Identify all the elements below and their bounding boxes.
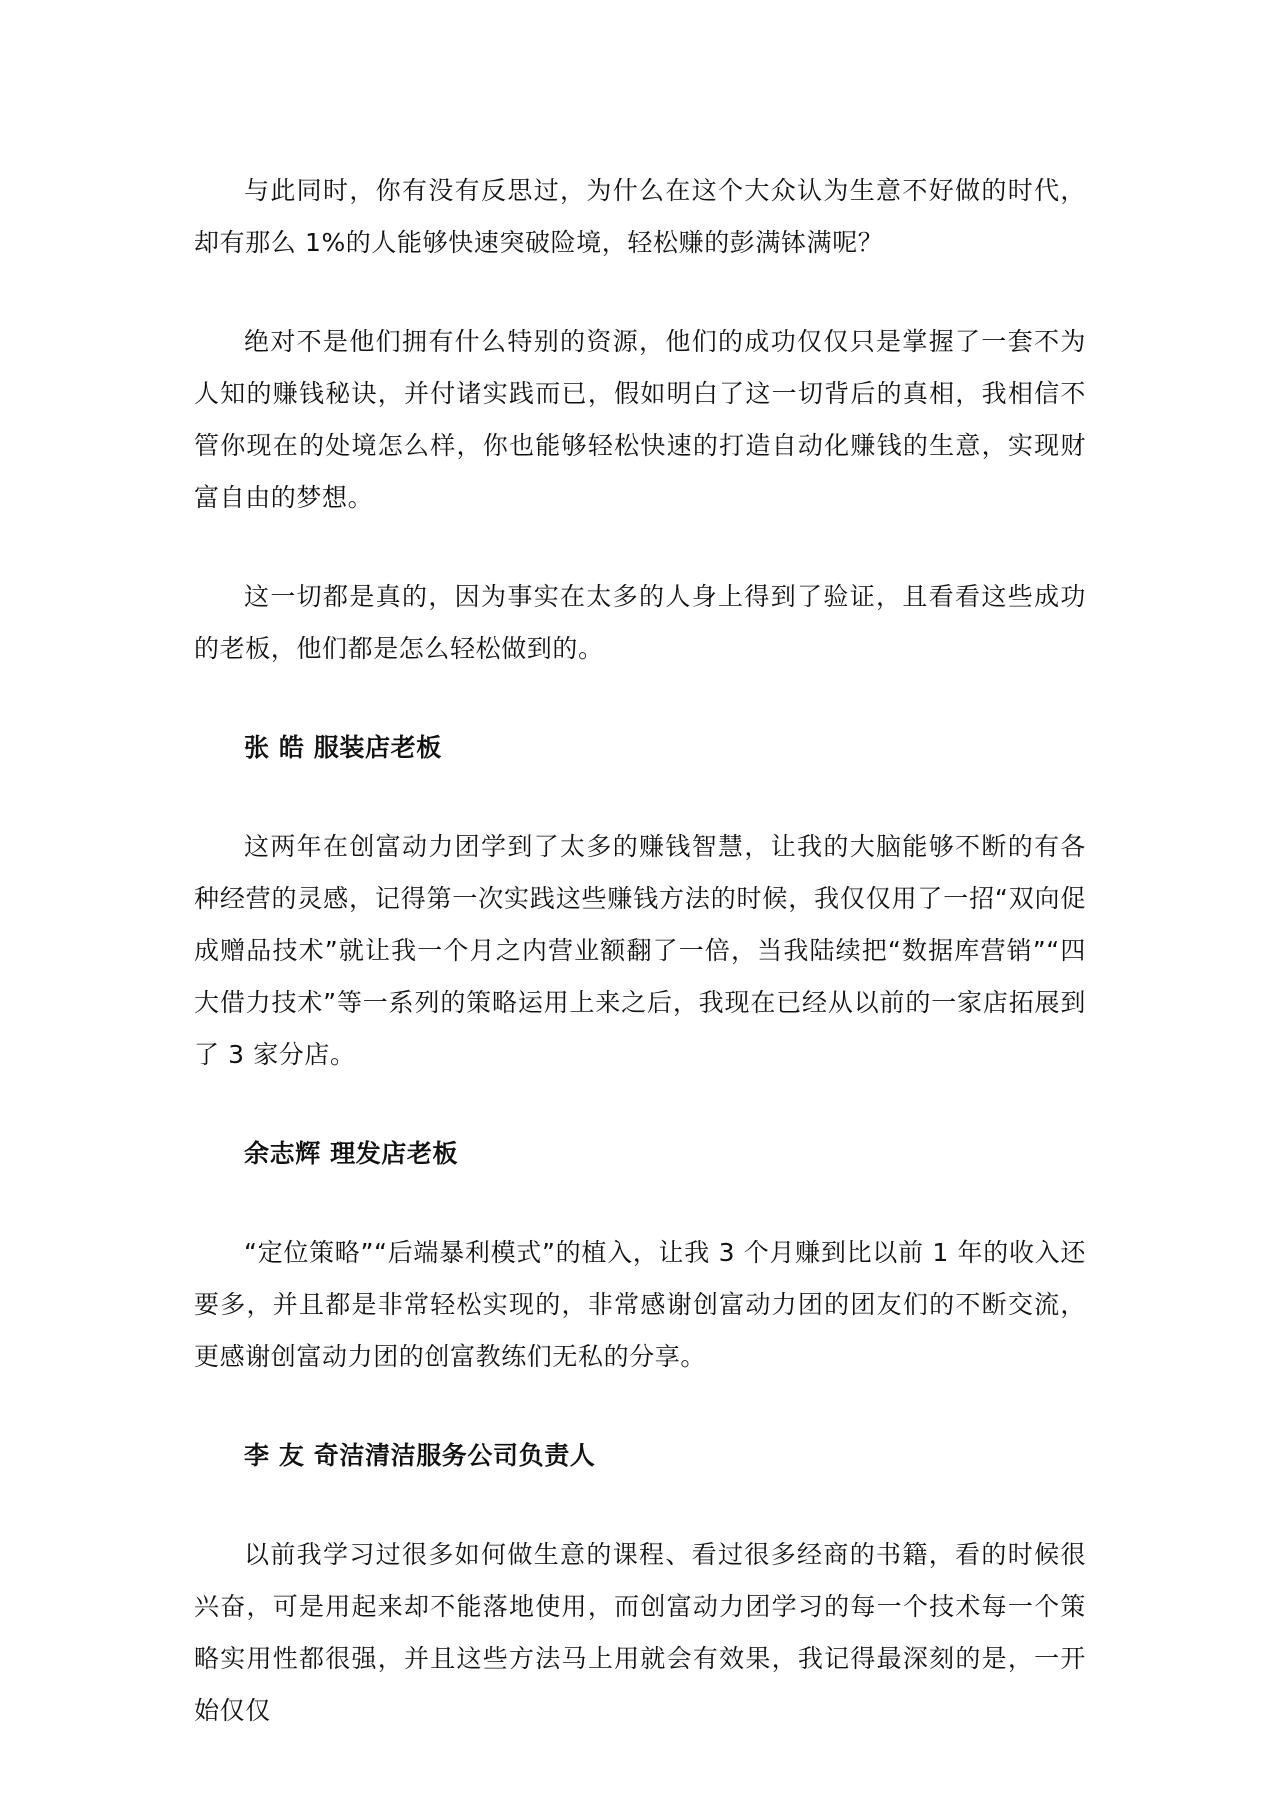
testimonial-heading-li-you: 李 友 奇洁清洁服务公司负责人 (244, 1441, 596, 1470)
testimonial-heading-zhang-hao: 张 皓 服装店老板 (244, 733, 442, 762)
paragraph-secret: 绝对不是他们拥有什么特别的资源，他们的成功仅仅只是掌握了一套不为人知的赚钱秘诀，并付诸实践而已，假如明白了这一切背后的真相，我相信不管你现在的处境怎么样，你也能够轻松快速的打造自动化赚钱的生意，实现财富自由的梦想。 (194, 327, 1086, 512)
testimonial-li-you: 以前我学习过很多如何做生意的课程、看过很多经商的书籍，看的时候很兴奋，可是用起来却不能落地使用，而创富动力团学习的每一个技术每一个策略实用性都很强，并且这些方法马上用就会有效果，我记得最深刻的是，一开始仅仅 (194, 1540, 1086, 1725)
testimonial-zhang-hao: 这两年在创富动力团学到了太多的赚钱智慧，让我的大脑能够不断的有各种经营的灵感，记得第一次实践这些赚钱方法的时候，我仅仅用了一招“双向促成赠品技术”就让我一个月之内营业额翻了一倍，当我陆续把“数据库营销”“四大借力技术”等一系列的策略运用上来之后，我现在已经从以前的一家店拓展到了 3 家分店。 (194, 832, 1086, 1069)
testimonial-heading-yu-zhihui: 余志辉 理发店老板 (244, 1139, 459, 1168)
testimonial-yu-zhihui: “定位策略”“后端暴利模式”的植入，让我 3 个月赚到比以前 1 年的收入还要多，并且都是非常轻松实现的，非常感谢创富动力团的团友们的不断交流，更感谢创富动力团的创富教练们无私的分享。 (194, 1238, 1086, 1371)
document-page (194, 165, 1086, 1737)
paragraph-verification: 这一切都是真的，因为事实在太多的人身上得到了验证，且看看这些成功的老板，他们都是怎么轻松做到的。 (194, 582, 1086, 663)
paragraph-reflection: 与此同时，你有没有反思过，为什么在这个大众认为生意不好做的时代，却有那么 1%的人能够快速突破险境，轻松赚的彭满钵满呢？ (194, 176, 1086, 257)
